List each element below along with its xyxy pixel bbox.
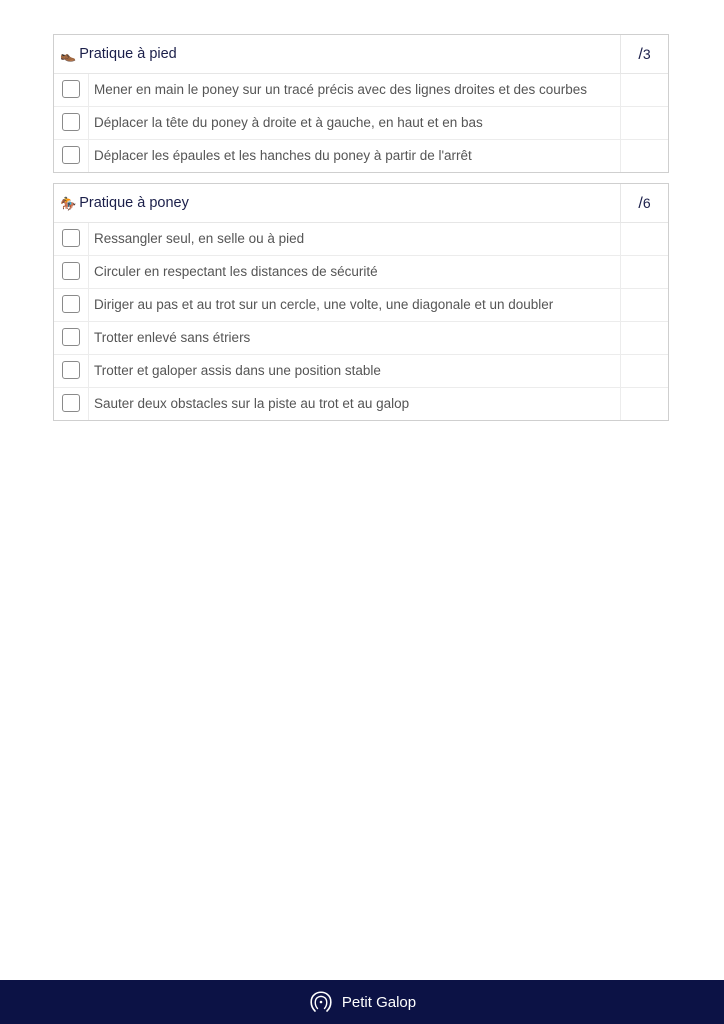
horseshoe-icon [308,989,334,1015]
checkbox[interactable] [62,229,80,247]
checklist-item-label: Déplacer la tête du poney à droite et à gauche, en haut et en bas [94,115,483,130]
checklist-item-label: Diriger au pas et au trot sur un cercle, une volte, une diagonale et un doubler [94,297,554,312]
footer-brand: Petit Galop [341,993,417,1011]
section-title [60,184,189,222]
section-pratique-a-pied [53,34,669,173]
checkbox[interactable] [62,295,80,313]
section-title-label: Pratique à pied [79,46,177,62]
checklist-item [54,322,668,355]
checklist-item [54,388,668,420]
checklist-item [54,74,668,107]
checkbox[interactable] [62,80,80,98]
checklist-item [54,223,668,256]
item-score-cell [620,140,668,172]
item-score-cell [620,289,668,321]
checklist-item-label: Circuler en respectant les distances de sécurité [94,264,378,279]
section-pratique-a-poney [53,183,669,421]
checklist-item-label: Sauter deux obstacles sur la piste au trot et au galop [94,396,410,411]
checklist-item [54,256,668,289]
section-title-label: Pratique à poney [79,195,189,211]
section-score [620,184,668,222]
score-slash: / [638,46,643,63]
checklist-item-label: Trotter enlevé sans étriers [94,330,251,345]
checkbox[interactable] [62,394,80,412]
section-header [54,184,668,223]
score-slash: / [638,195,643,212]
checkbox[interactable] [62,361,80,379]
item-score-cell [620,74,668,106]
section-header [54,35,668,74]
checklist-item [54,289,668,322]
boot-icon: 👞 [60,46,77,62]
item-score-cell [620,107,668,139]
checklist-item-label: Trotter et galoper assis dans une position stable [94,363,381,378]
section-score [620,35,668,73]
checklist-item [54,107,668,140]
checklist-item [54,140,668,172]
checkbox[interactable] [62,113,80,131]
item-score-cell [620,388,668,420]
item-score-cell [620,223,668,255]
checkbox[interactable] [62,262,80,280]
horse-racing-icon: 🏇 [60,195,77,211]
score-total: 6 [642,195,651,211]
checkbox[interactable] [62,146,80,164]
checklist-item-label: Ressangler seul, en selle ou à pied [94,231,305,246]
checklist-item-label: Mener en main le poney sur un tracé précis avec des lignes droites et des courbes [94,82,588,97]
checkbox[interactable] [62,328,80,346]
item-score-cell [620,355,668,387]
item-score-cell [620,256,668,288]
item-score-cell [620,322,668,354]
checklist-item [54,355,668,388]
score-total: 3 [642,46,651,62]
checklist-item-label: Déplacer les épaules et les hanches du poney à partir de l'arrêt [94,148,472,163]
footer-bar [0,980,724,1024]
section-title [60,35,177,73]
